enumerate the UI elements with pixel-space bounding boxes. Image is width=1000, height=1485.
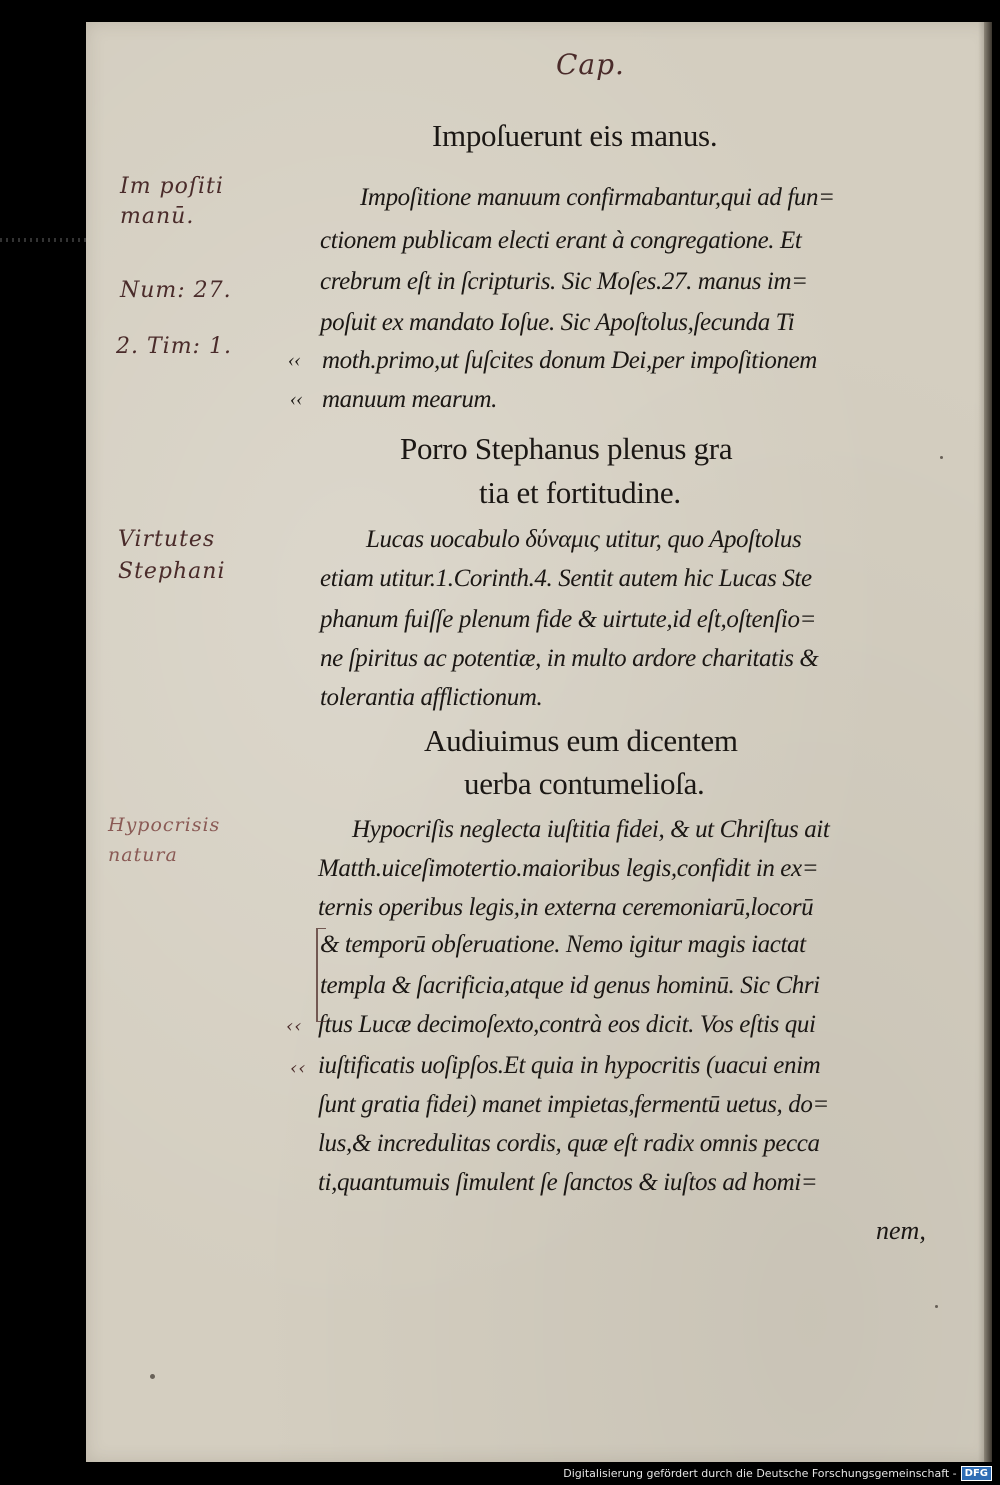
margin-note-numbers: Num: 27. [120, 278, 232, 303]
margin-bracket-mark [316, 928, 326, 1022]
body-line: ti,quantumuis ſimulent ſe ſanctos & iuſtos ad homi= [318, 1169, 818, 1196]
body-line: manuum mearum. [322, 386, 497, 413]
body-line: ctionem publicam electi erant à congregatione. Et [320, 227, 802, 254]
body-line: crebrum eſt in ſcripturis. Sic Moſes.27. manus im= [320, 268, 808, 295]
quote-mark: ‹‹ [288, 349, 301, 371]
body-line: Impoſitione manuum confirmabantur,qui ad fun= [360, 184, 835, 211]
body-line: iuſtificatis uoſipſos.Et quia in hypocritis (uacui enim [318, 1052, 821, 1079]
margin-note-hypocrisis: Hypocrisis natura [108, 814, 221, 866]
paper-speck [940, 456, 943, 459]
footer-credit-text: Digitalisierung gefördert durch die Deutsche Forschungsgemeinschaft - [563, 1467, 957, 1480]
margin-note-impositio: Im poſiti manū. [120, 174, 224, 229]
footer-credit [563, 1466, 992, 1481]
body-line: tolerantia afflictionum. [320, 684, 543, 711]
margin-note-virtutes: Virtutes Stephani [118, 527, 226, 584]
body-line: phanum fuiſſe plenum fide & uirtute,id eſt,oſtenſio= [320, 606, 817, 633]
paper-speck [935, 1305, 938, 1308]
body-line: ſunt gratia fidei) manet impietas,fermentū uetus, do= [318, 1091, 829, 1118]
body-line: lus,& incredulitas cordis, quæ eſt radix omnis pecca [318, 1130, 820, 1157]
body-line: poſuit ex mandato Ioſue. Sic Apoſtolus,ſecunda Ti [320, 309, 795, 336]
quote-mark-hand: ‹‹ [286, 1016, 303, 1037]
body-line: ſtus Lucæ decimoſexto,contrà eos dicit. Vos eſtis qui [318, 1011, 816, 1038]
handwritten-header: Cap. [556, 48, 625, 81]
body-line: ne ſpiritus ac potentiæ, in multo ardore charitatis & [320, 645, 819, 672]
page-block-side [984, 22, 992, 1462]
body-line: Hypocriſis neglecta iuſtitia fidei, & ut Chriſtus ait [352, 816, 830, 843]
heading-porro-stephanus: Porro Stephanus plenus gra [400, 431, 733, 466]
heading-impofuerunt: Impoſuerunt eis manus. [432, 118, 718, 153]
body-line: Lucas uocabulo δύναμις utitur, quo Apoſtolus [366, 526, 802, 553]
catchword: nem, [876, 1216, 926, 1245]
quote-mark: ‹‹ [290, 388, 303, 410]
body-line: ternis operibus legis,in externa ceremoniarū,locorū [318, 894, 814, 921]
heading-porro-stephanus-cont: tia et fortitudine. [479, 475, 681, 510]
heading-audiuimus-cont: uerba contumelioſa. [464, 766, 705, 801]
body-line: templa & ſacrificia,atque id genus hominū. Sic Chri [320, 972, 820, 999]
body-line: & temporū obſeruatione. Nemo igitur magis iactat [320, 931, 806, 958]
body-line: moth.primo,ut ſuſcites donum Dei,per impoſitionem [322, 347, 817, 374]
margin-note-timothy: 2. Tim: 1. [116, 334, 232, 359]
dfg-logo[interactable]: DFG [961, 1466, 992, 1481]
quote-mark-hand: ‹‹ [290, 1058, 307, 1079]
paper-speck [150, 1374, 155, 1379]
body-line: Matth.uiceſimotertio.maioribus legis,confidit in ex= [318, 855, 819, 882]
heading-audiuimus: Audiuimus eum dicentem [424, 723, 738, 758]
binding-stitch-marks [0, 238, 86, 242]
body-line: etiam utitur.1.Corinth.4. Sentit autem hic Lucas Ste [320, 565, 812, 592]
